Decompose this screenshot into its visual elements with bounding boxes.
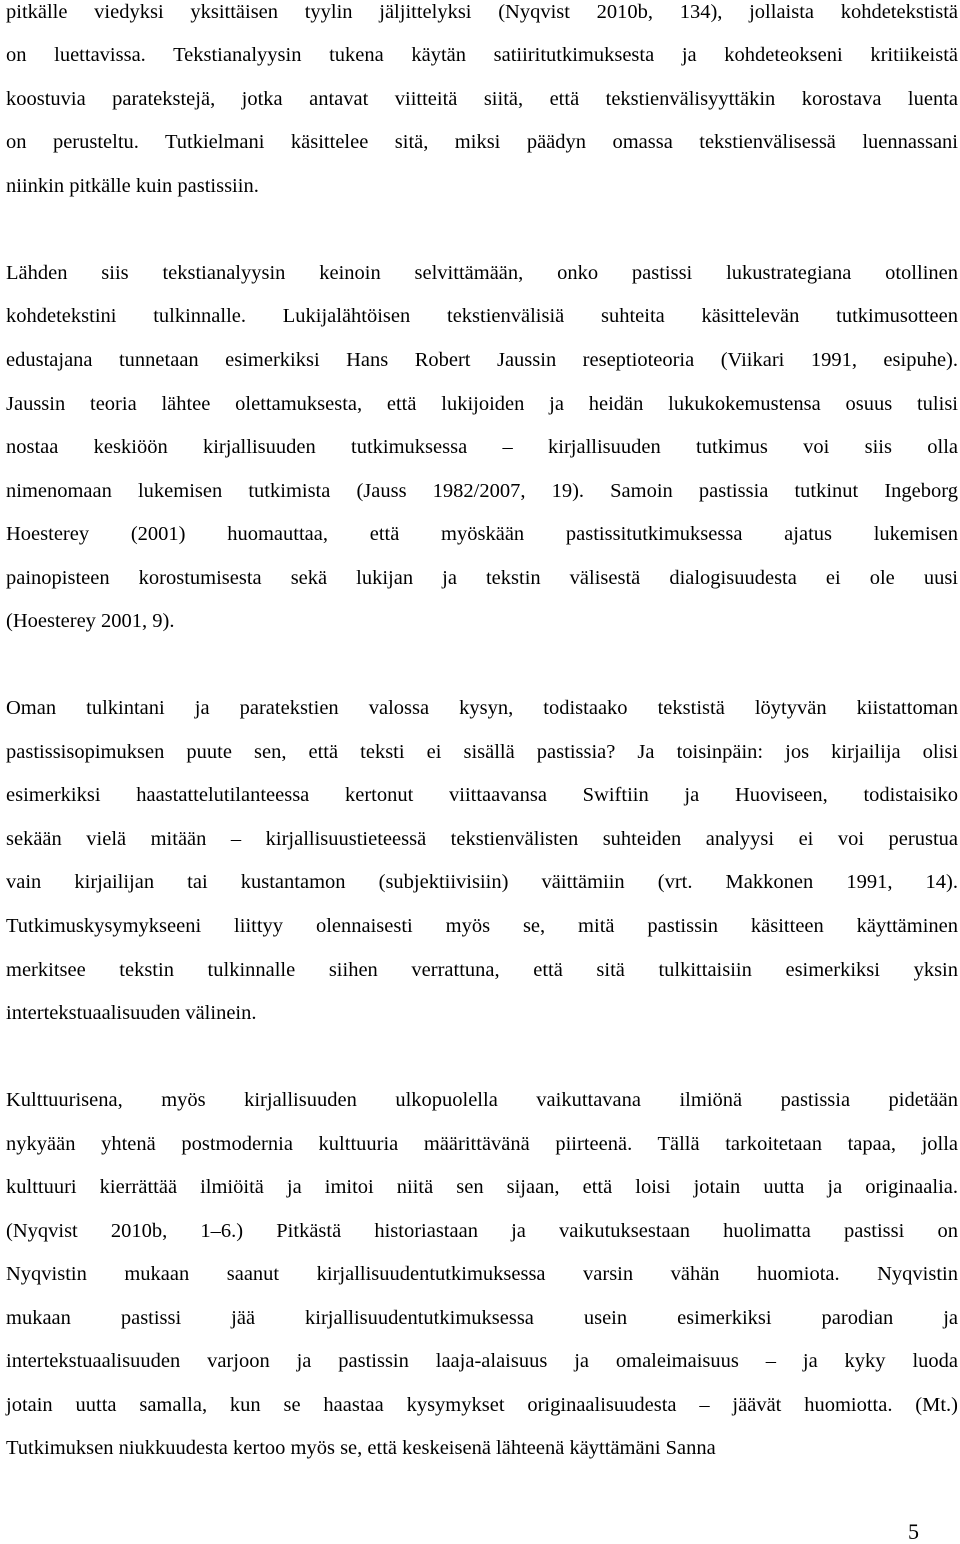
text-line: (Hoesterey 2001, 9).: [6, 610, 175, 632]
text-line: Tutkimuskysymykseeni liittyy olennaisesti myös se, mitä pastissin käsitteen käyttäminen: [6, 915, 958, 937]
text-line: edustajana tunnetaan esimerkiksi Hans Robert Jaussin reseptioteoria (Viikari 1991, esipuhe).: [6, 349, 958, 371]
text-line: painopisteen korostumisesta sekä lukijan ja tekstin välisestä dialogisuudesta ei ole uusi: [6, 567, 958, 589]
text-line: (Nyqvist 2010b, 1–6.) Pitkästä historiastaan ja vaikutuksestaan huolimatta pastissi on: [6, 1220, 958, 1242]
text-line: Hoesterey (2001) huomauttaa, että myöskään pastissitutkimuksessa ajatus lukemisen: [6, 523, 958, 545]
text-line: nostaa keskiöön kirjallisuuden tutkimuksessa – kirjallisuuden tutkimus voi siis olla: [6, 436, 958, 458]
page-number: 5: [908, 1519, 919, 1544]
text-line: Jaussin teoria lähtee olettamuksesta, että lukijoiden ja heidän lukukokemustensa osuus tulisi: [6, 393, 958, 415]
text-line: esimerkiksi haastattelutilanteessa kertonut viittaavansa Swiftiin ja Huoviseen, todistaisiko: [6, 784, 958, 806]
text-line: Nyqvistin mukaan saanut kirjallisuudentutkimuksessa varsin vähän huomiota. Nyqvistin: [6, 1263, 958, 1285]
text-line: jotain uutta samalla, kun se haastaa kysymykset originaalisuudesta – jäävät huomiotta. (Mt.): [6, 1394, 958, 1416]
text-line: intertekstuaalisuuden varjoon ja pastissin laaja-alaisuus ja omaleimaisuus – ja kyky luoda: [6, 1350, 958, 1372]
text-line: on luettavissa. Tekstianalyysin tukena käytän satiiritutkimuksesta ja kohdeteokseni kritiikeistä: [6, 44, 958, 66]
text-line: Lähden siis tekstianalyysin keinoin selvittämään, onko pastissi lukustrategiana otollinen: [6, 262, 958, 284]
text-line: on perusteltu. Tutkielmani käsittelee sitä, miksi päädyn omassa tekstienvälisessä luennassani: [6, 131, 958, 153]
text-line: Oman tulkintani ja paratekstien valossa kysyn, todistaako tekstistä löytyvän kiistattoman: [6, 697, 958, 719]
text-line: kulttuuri kierrättää ilmiöitä ja imitoi niitä sen sijaan, että loisi jotain uutta ja originaalia.: [6, 1176, 958, 1198]
text-line: koostuvia paratekstejä, jotka antavat viitteitä siitä, että tekstienvälisyyttäkin korostava luenta: [6, 88, 958, 110]
text-line: pastissisopimuksen puute sen, että teksti ei sisällä pastissia? Ja toisinpäin: jos kirjailija olisi: [6, 741, 958, 763]
text-line: merkitsee tekstin tulkinnalle siihen verrattuna, että sitä tulkittaisiin esimerkiksi yksin: [6, 959, 958, 981]
text-line: pitkälle viedyksi yksittäisen tyylin jäljittelyksi (Nyqvist 2010b, 134), jollaista kohdetekstistä: [6, 1, 958, 23]
text-line: Kulttuurisena, myös kirjallisuuden ulkopuolella vaikuttavana ilmiönä pastissia pidetään: [6, 1089, 958, 1111]
text-line: sekään vielä mitään – kirjallisuustieteessä tekstienvälisten suhteiden analyysi ei voi perustua: [6, 828, 958, 850]
text-line: mukaan pastissi jää kirjallisuudentutkimuksessa usein esimerkiksi parodian ja: [6, 1307, 958, 1329]
text-line: Tutkimuksen niukkuudesta kertoo myös se, että keskeisenä lähteenä käyttämäni Sanna: [6, 1437, 716, 1459]
text-line: nykyään yhtenä postmodernia kulttuuria määrittävänä piirteenä. Tällä tarkoitetaan tapaa, jolla: [6, 1133, 958, 1155]
text-line: niinkin pitkälle kuin pastissiin.: [6, 175, 259, 197]
text-line: vain kirjailijan tai kustantamon (subjektiivisiin) väittämiin (vrt. Makkonen 1991, 14).: [6, 871, 958, 893]
text-line: intertekstuaalisuuden välinein.: [6, 1002, 257, 1024]
text-line: nimenomaan lukemisen tutkimista (Jauss 1982/2007, 19). Samoin pastissia tutkinut Ingeborg: [6, 480, 958, 502]
text-line: kohdetekstini tulkinnalle. Lukijalähtöisen tekstienvälisiä suhteita käsittelevän tutkimusotteen: [6, 305, 958, 327]
